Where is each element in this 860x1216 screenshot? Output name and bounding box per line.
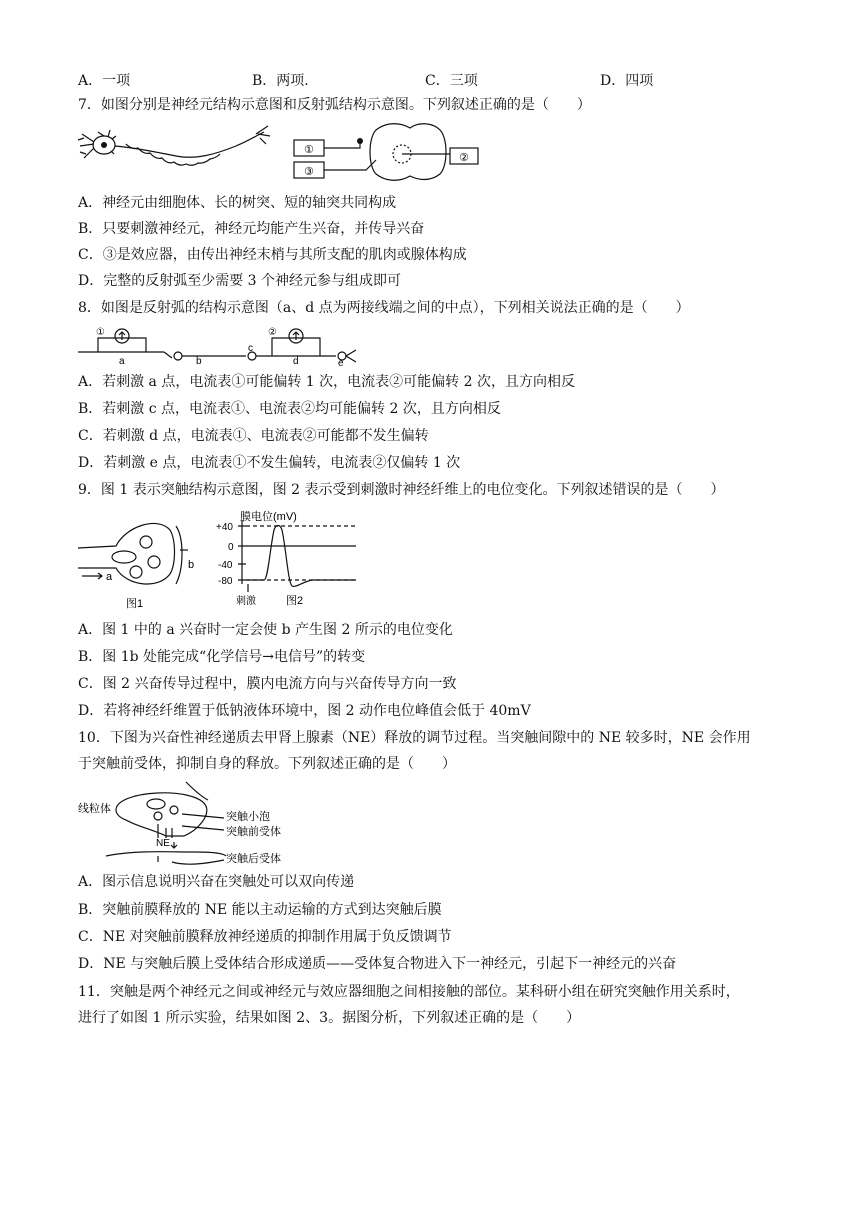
q9-option-c: C．图 2 兴奋传导过程中，膜内电流方向与兴奋传导方向一致 [78,676,457,692]
q9-option-a: A．图 1 中的 a 兴奋时一定会使 b 产生图 2 所示的电位变化 [78,622,453,638]
synapse-figure-1 [76,512,208,610]
q6-option-c: C．三项 [425,73,478,89]
reflex-electrode-figure [76,322,366,366]
neuron-nucleus [101,142,107,148]
chart-ylabel: 膜电位(mV) [240,511,297,523]
membrane-potential-curve [246,526,356,587]
tick-plus40: +40 [216,522,233,533]
neuron-figure [76,122,272,172]
q7-option-d: D．完整的反射弧至少需要 3 个神经元参与组成即可 [78,273,402,289]
q7-option-a: A．神经元由细胞体、长的树突、短的轴突共同构成 [78,195,397,211]
q7-option-c: C．③是效应器，由传出神经末梢与其所支配的肌肉或腺体构成 [78,247,467,263]
q8-option-b: B．若刺激 c 点，电流表①、电流表②均可能偏转 2 次，且方向相反 [78,401,501,417]
q7-option-b: B．只要刺激神经元，神经元均能产生兴奋，并传导兴奋 [78,221,425,237]
q9-option-d: D．若将神经纤维置于低钠液体环境中，图 2 动作电位峰值会低于 40mV [78,703,531,719]
point-a: a [119,356,125,366]
q7-stem: 7．如图分别是神经元结构示意图和反射弧结构示意图。下列叙述正确的是（ ） [78,97,591,113]
fig1-label-a: a [106,571,113,583]
reflex-arc-figure [290,122,482,182]
point-b: b [196,356,202,366]
ammeter-label-2: ② [268,327,277,338]
label-ne: NE [156,838,170,849]
ammeter-label-1: ① [96,327,105,338]
q6-option-a: A．一项 [78,73,131,89]
q6-option-d: D．四项 [600,73,654,89]
q11-stem-line2: 进行了如图 1 所示实验，结果如图 2、3。据图分析，下列叙述正确的是（ ） [78,1010,581,1026]
q10-option-d: D．NE 与突触后膜上受体结合形成递质——受体复合物进入下一神经元，引起下一神经元的兴奋 [78,956,677,972]
q10-option-a: A．图示信息说明兴奋在突触处可以双向传递 [78,874,355,890]
tick-0: 0 [228,542,234,553]
stimulus-label: 刺激 [236,596,256,607]
q11-stem-line1: 11．突触是两个神经元之间或神经元与效应器细胞之间相接触的部位。某科研小组在研究突触作用关系时， [78,984,740,1000]
q8-option-d: D．若刺激 e 点，电流表①不发生偏转，电流表②仅偏转 1 次 [78,455,461,471]
fig1-label-b: b [188,559,195,571]
label-mitochondria: 线粒体 [78,803,111,815]
label-post-receptor: 突触后受体 [226,853,281,865]
q9-option-b: B．图 1b 处能完成“化学信号→电信号”的转变 [78,649,366,665]
q10-option-b: B．突触前膜释放的 NE 能以主动运输的方式到达突触后膜 [78,902,442,918]
tick-minus80: -80 [218,576,233,587]
label-pre-receptor: 突触前受体 [226,826,281,838]
reflex-label-2: ② [459,152,469,164]
fig2-caption: 图2 [286,595,304,607]
q8-stem: 8．如图是反射弧的结构示意图（a、d 点为两接线端之间的中点），下列相关说法正确的是（ ） [78,300,690,316]
fig1-caption: 图1 [126,598,144,610]
q8-option-c: C．若刺激 d 点，电流表①、电流表②可能都不发生偏转 [78,428,429,444]
reflex-label-3: ③ [304,166,314,178]
reflex-label-1: ① [304,144,314,156]
q6-option-b: B．两项. [252,73,309,89]
ne-synapse-figure [76,780,296,870]
point-c: c [248,343,253,354]
point-e: e [338,358,344,366]
action-potential-chart [216,508,360,612]
q9-stem: 9．图 1 表示突触结构示意图，图 2 表示受到刺激时神经纤维上的电位变化。下列叙述错误的是（ ） [78,482,725,498]
label-vesicle: 突触小泡 [226,811,270,823]
q8-option-a: A．若刺激 a 点，电流表①可能偏转 1 次，电流表②可能偏转 2 次，且方向相反 [78,374,575,390]
point-d: d [293,356,299,366]
ganglion-dot [357,138,363,144]
q10-option-c: C．NE 对突触前膜释放神经递质的抑制作用属于负反馈调节 [78,929,452,945]
tick-minus40: -40 [218,560,233,571]
q10-stem-line1: 10．下图为兴奋性神经递质去甲肾上腺素（NE）释放的调节过程。当突触间隙中的 NE 较多时，NE 会作用 [78,730,751,746]
q10-stem-line2: 于突触前受体，抑制自身的释放。下列叙述正确的是（ ） [78,756,456,772]
